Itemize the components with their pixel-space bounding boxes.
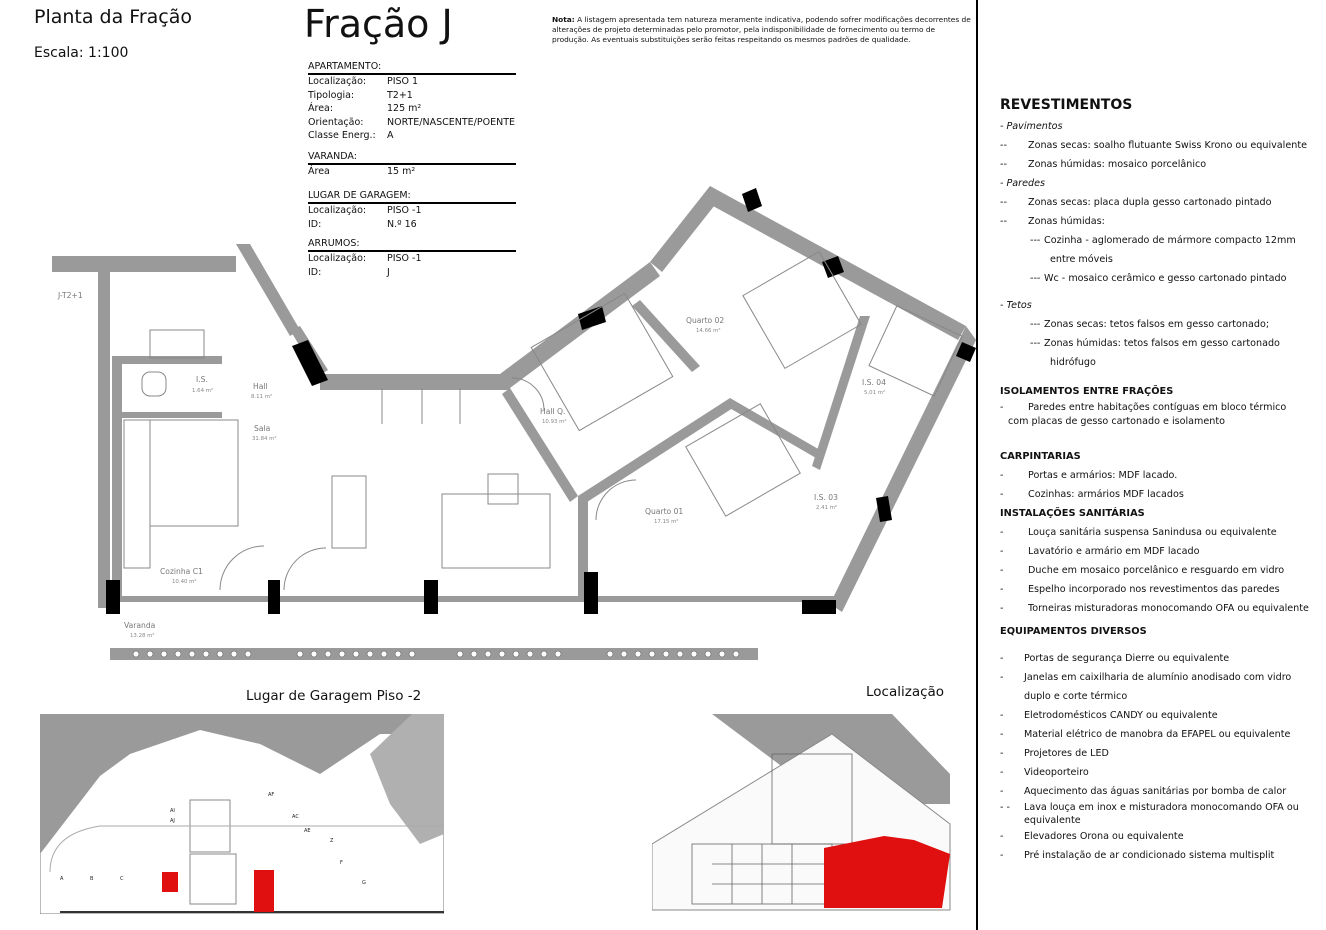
garage-slot-label: AI bbox=[170, 808, 175, 814]
spec-item: Janelas em caixilharia de alumínio anodisado com vidro bbox=[1024, 672, 1292, 683]
garage-slot-label: Z bbox=[330, 838, 334, 844]
info-key: Tipologia: bbox=[308, 89, 355, 101]
room-name: Quarto 01 bbox=[645, 507, 684, 516]
isolamentos-heading: ISOLAMENTOS ENTRE FRAÇÕES bbox=[1000, 386, 1174, 397]
room-name: Varanda bbox=[124, 621, 156, 630]
room-name: Cozinha C1 bbox=[160, 567, 203, 576]
room-area: 31.84 m² bbox=[252, 436, 277, 442]
spec-item-continued: equivalente bbox=[1024, 815, 1081, 826]
info-key: ID: bbox=[308, 266, 322, 278]
info-key: ID: bbox=[308, 218, 322, 230]
spec-item-continued: entre móveis bbox=[1050, 254, 1113, 265]
room-area: 2.41 m² bbox=[816, 505, 838, 511]
garage-slot-label: AE bbox=[304, 828, 311, 834]
spec-item: Lava louça em inox e misturadora monocomando OFA ou bbox=[1024, 802, 1299, 813]
info-value: J bbox=[387, 266, 390, 278]
info-key: Localização: bbox=[308, 253, 367, 264]
info-value: A bbox=[387, 130, 394, 141]
garage-slot-label: AF bbox=[268, 792, 275, 798]
unit-title: Fração J bbox=[304, 2, 453, 46]
info-value: N.º 16 bbox=[387, 218, 417, 230]
apartment-heading: APARTAMENTO: bbox=[308, 61, 516, 75]
garage-plan bbox=[40, 714, 444, 914]
spec-item: Torneiras misturadoras monocomando OFA ou equivalente bbox=[1028, 603, 1309, 614]
spec-item: Paredes entre habitações contíguas em bloco térmico bbox=[1028, 402, 1287, 413]
garage-caption: Lugar de Garagem Piso -2 bbox=[246, 688, 422, 704]
location-caption: Localização bbox=[866, 684, 945, 700]
balcony-heading: VARANDA: bbox=[308, 151, 516, 165]
storage-highlight bbox=[162, 872, 178, 892]
garage-slot-label: B bbox=[90, 876, 94, 882]
parking-highlight bbox=[254, 870, 274, 912]
spec-item: Zonas secas: placa dupla gesso cartonado pintado bbox=[1028, 197, 1272, 208]
info-value: NORTE/NASCENTE/POENTE bbox=[387, 116, 516, 128]
spec-item: Espelho incorporado nos revestimentos das paredes bbox=[1028, 584, 1280, 595]
garage-slot-label: A bbox=[60, 876, 64, 882]
specifications-panel: REVESTIMENTOS - Pavimentos -- Zonas secas: soalho flutuante Swiss Krono ou equivalente -- Zonas húmidas: mosaico porcelânico - Paredes -- Zonas secas: placa dupla gesso cartonado pintado -- Zonas húmidas: --- Cozinha - aglomerado de mármore compacto 12mm entre móveis --- Wc - mosaico cerâmico e gesso cartonado pintado - Tetos --- Zonas secas: tetos falsos em gesso cartonado; --- Zonas húmidas: tetos falsos em gesso cartonado hidrófugo ISOLAMENTOS ENTRE FRAÇÕES - Paredes entre habitações contíguas em bloco térmico com placas de gesso cartonado e isolamento CARPINTARIAS - Portas e armários: MDF lacado. - Cozinhas: armários MDF lacados INSTALAÇÕES SANITÁRIAS - Louça sanitária suspensa Sanindusa ou equivalente - Lavatório e armário em MDF lacado - Duche em mosaico porcelânico e resguardo em vidro - Espelho incorporado nos revestimentos das paredes - Torneiras misturadoras monocomando OFA ou equivalente EQUIPAMENTOS DIVERSOS - Portas de segurança Dierre ou equivalente - Janelas em caixilharia de alumínio anodisado com vidro duplo e corte térmico - Eletrodomésticos CANDY ou equivalente - Material elétrico de manobra da EFAPEL ou equivalente - Projetores de LED - Videoporteiro - Aquecimento das águas sanitárias por bomba de calor - - Lava louça em inox e misturadora monocomando OFA ou equivalente - Elevadores Orona ou equivalente - Pré instalação de ar condicionado sistema multisplit bbox=[1000, 96, 1315, 865]
spec-item: Elevadores Orona ou equivalente bbox=[1024, 831, 1184, 842]
info-key: Localização: bbox=[308, 76, 367, 87]
info-value: PISO -1 bbox=[387, 205, 422, 216]
info-value: PISO -1 bbox=[387, 253, 422, 264]
info-key: Área: bbox=[308, 103, 334, 114]
scale-label: Escala: 1:100 bbox=[34, 45, 129, 61]
pavimentos-label: - Pavimentos bbox=[1000, 121, 1063, 132]
spec-item: Zonas húmidas: bbox=[1028, 216, 1105, 227]
info-value: 125 m² bbox=[387, 103, 422, 114]
room-name: Hall Q. bbox=[540, 407, 566, 416]
spec-item: Zonas secas: soalho flutuante Swiss Krono ou equivalente bbox=[1028, 140, 1307, 151]
room-name: Sala bbox=[254, 424, 271, 433]
room-area: 14.66 m² bbox=[696, 328, 721, 334]
info-value: 15 m² bbox=[387, 166, 416, 177]
room-area: 5.01 m² bbox=[864, 390, 886, 396]
column-divider bbox=[976, 0, 978, 930]
info-key: Classe Energ.: bbox=[308, 130, 376, 141]
paredes-label: - Paredes bbox=[1000, 178, 1046, 189]
revestimentos-heading: REVESTIMENTOS bbox=[1000, 97, 1133, 113]
tetos-label: - Tetos bbox=[1000, 300, 1032, 311]
note-label: Nota: bbox=[552, 15, 575, 24]
room-area: 10.40 m² bbox=[172, 579, 197, 585]
room-area: 13.28 m² bbox=[130, 633, 155, 639]
spec-item: Duche em mosaico porcelânico e resguardo em vidro bbox=[1028, 565, 1285, 576]
spec-item: Wc - mosaico cerâmico e gesso cartonado pintado bbox=[1044, 273, 1287, 284]
info-key: Orientação: bbox=[308, 116, 364, 128]
room-name: I.S. bbox=[196, 375, 208, 384]
unit-location-highlight bbox=[824, 836, 950, 908]
spec-item: Eletrodomésticos CANDY ou equivalente bbox=[1024, 710, 1218, 721]
room-area: 17.15 m² bbox=[654, 519, 679, 525]
carpintarias-heading: CARPINTARIAS bbox=[1000, 451, 1081, 462]
spec-item: Cozinha - aglomerado de mármore compacto 12mm bbox=[1044, 235, 1296, 246]
equipamentos-heading: EQUIPAMENTOS DIVERSOS bbox=[1000, 626, 1147, 637]
spec-item: Lavatório e armário em MDF lacado bbox=[1028, 546, 1200, 557]
room-name: Hall bbox=[253, 382, 268, 391]
garage-slot-label: AC bbox=[292, 814, 299, 820]
room-name: Quarto 02 bbox=[686, 316, 725, 325]
room-name: I.S. 03 bbox=[814, 493, 838, 502]
spec-item: Portas de segurança Dierre ou equivalente bbox=[1024, 653, 1230, 664]
spec-item-continued: com placas de gesso cartonado e isolamento bbox=[1008, 416, 1226, 427]
neighbor-label: J-T2+1 bbox=[58, 291, 83, 300]
spec-item-continued: duplo e corte térmico bbox=[1024, 691, 1128, 702]
garage-slot-label: AJ bbox=[170, 818, 175, 824]
storage-heading: ARRUMOS: bbox=[308, 238, 516, 252]
spec-item: Pré instalação de ar condicionado sistema multisplit bbox=[1024, 850, 1275, 861]
note-text: A listagem apresentada tem natureza meramente indicativa, podendo sofrer modificações decorrentes de alterações de projeto determinadas pelo promotor, pela indisponibilidade de fornecimento ou termo de produção. As eventuais substituições serão feitas respeitando os mesmos padrões de qualidade. bbox=[552, 15, 971, 44]
spec-item: Portas e armários: MDF lacado. bbox=[1028, 470, 1178, 481]
room-name: I.S. 04 bbox=[862, 378, 886, 387]
info-value: T2+1 bbox=[387, 89, 413, 101]
garage-slot-label: G bbox=[362, 880, 366, 886]
spec-item: Zonas secas: tetos falsos em gesso cartonado; bbox=[1044, 319, 1270, 330]
room-area: 10.93 m² bbox=[542, 419, 567, 425]
garage-heading: LUGAR DE GARAGEM: bbox=[308, 190, 516, 204]
room-area: 1.64 m² bbox=[192, 388, 214, 394]
garage-slot-label: F bbox=[340, 860, 343, 866]
spec-item: Zonas húmidas: mosaico porcelânico bbox=[1028, 159, 1207, 170]
sanitarias-heading: INSTALAÇÕES SANITÁRIAS bbox=[1000, 508, 1145, 519]
info-key: Área bbox=[308, 166, 330, 177]
spec-item: Cozinhas: armários MDF lacados bbox=[1028, 489, 1184, 500]
info-value: PISO 1 bbox=[387, 76, 419, 87]
spec-item: Louça sanitária suspensa Sanindusa ou equivalente bbox=[1028, 527, 1277, 538]
spec-item-continued: hidrófugo bbox=[1050, 357, 1096, 368]
room-area: 8.11 m² bbox=[251, 394, 273, 400]
spec-item: Aquecimento das águas sanitárias por bomba de calor bbox=[1024, 786, 1287, 797]
location-map bbox=[652, 714, 952, 914]
info-key: Localização: bbox=[308, 205, 367, 216]
plan-title: Planta da Fração bbox=[34, 6, 193, 28]
spec-item: Videoporteiro bbox=[1024, 767, 1089, 778]
spec-item: Projetores de LED bbox=[1024, 748, 1109, 759]
spec-item: Material elétrico de manobra da EFAPEL ou equivalente bbox=[1024, 729, 1291, 740]
garage-slot-label: C bbox=[120, 876, 124, 882]
spec-item: Zonas húmidas: tetos falsos em gesso cartonado bbox=[1044, 338, 1280, 349]
